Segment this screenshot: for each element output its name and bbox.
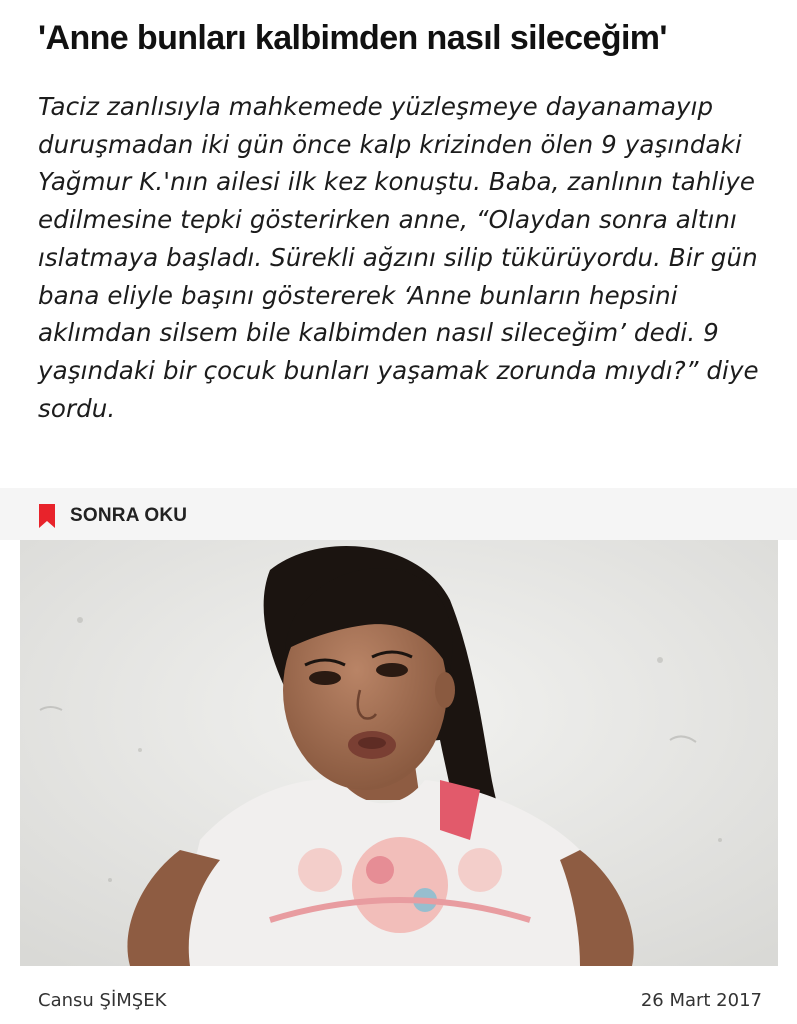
read-later-label: SONRA OKU [70, 505, 188, 526]
article-photo[interactable] [20, 540, 778, 966]
article-author[interactable]: Cansu ŞİMŞEK [38, 990, 167, 1011]
article-date: 26 Mart 2017 [640, 990, 762, 1011]
article-summary: Taciz zanlısıyla mahkemede yüzleşmeye dayanamayıp duruşmadan iki gün önce kalp krizinden ölen 9 yaşındaki Yağmur K.'nın ailesi ilk kez konuştu. Baba, zanlının tahliye edilmesine tepki gösterirken anne, “Olaydan sonra altını ıslatmaya başladı. Sürekli ağzını silip tükürüyordu. Bir gün bana eliyle başını göstererek ‘Anne bunların hepsini aklımdan silsem bile kalbimden nasıl sileceğim’ dedi. 9 yaşındaki bir çocuk bunları yaşamak zorunda mıydı?” diye sordu. [38, 92, 759, 423]
read-later-button[interactable] [38, 503, 187, 529]
article-meta [38, 990, 762, 1011]
photo-illustration [20, 540, 778, 966]
article-headline[interactable]: 'Anne bunları kalbimden nasıl sileceğim' [38, 19, 667, 57]
bookmark-icon [38, 504, 56, 528]
